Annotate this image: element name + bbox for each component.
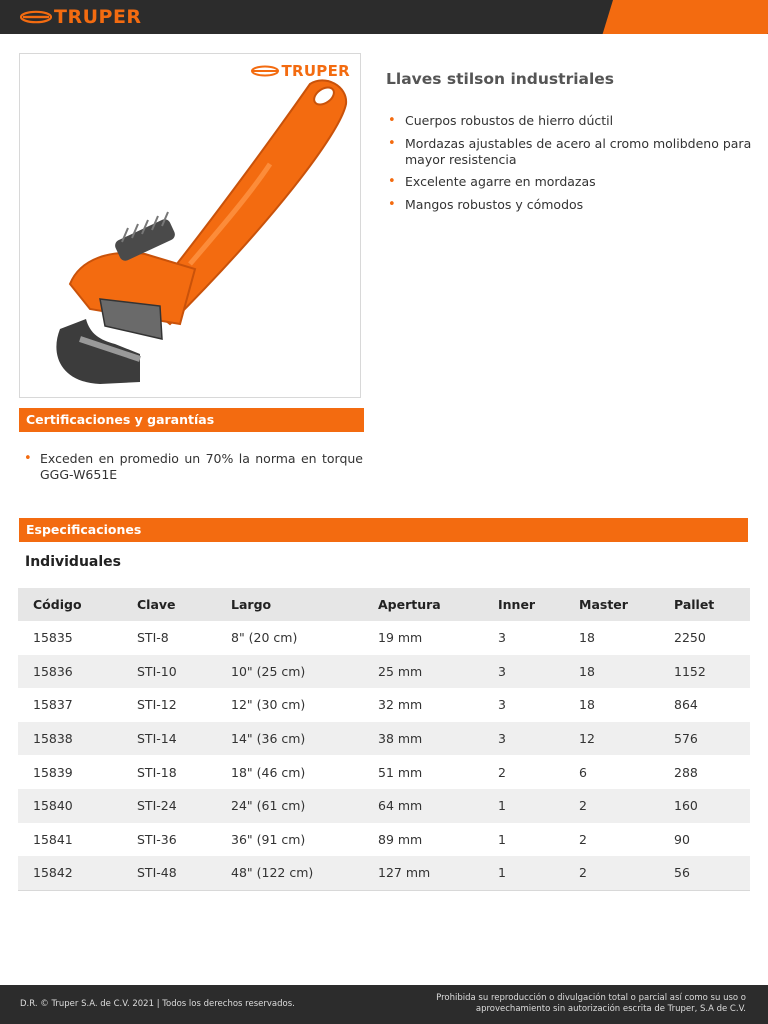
table-cell: 3 (498, 697, 506, 713)
column-header: Clave (137, 588, 231, 621)
table-row (18, 755, 750, 789)
table-cell: 25 mm (378, 655, 498, 689)
table-cell: 18 (579, 655, 674, 689)
legal-notice-line: aprovechamiento sin autorización escrita de Truper, S.A de C.V. (475, 1004, 746, 1014)
table-cell: 90 (674, 831, 690, 847)
truper-logo-mark-icon (20, 10, 52, 24)
column-header: Master (579, 588, 674, 621)
table-row (18, 823, 750, 857)
table-cell: STI-10 (137, 655, 231, 689)
feature-item: • Excelente agarre en mordazas (386, 174, 756, 190)
table-row (18, 789, 750, 823)
feature-item: • Cuerpos robustos de hierro dúctil (386, 113, 756, 129)
table-cell: 15835 (33, 630, 73, 646)
table-cell: 10" (25 cm) (231, 655, 378, 689)
header-accent-stripe (603, 0, 768, 34)
product-title: Llaves stilson industriales (386, 70, 615, 88)
table-cell: 18 (579, 697, 595, 713)
certifications-heading: Certificaciones y garantías (19, 408, 364, 432)
specs-subheading: Individuales (25, 554, 121, 570)
table-cell: STI-48 (137, 856, 231, 890)
feature-item: • Mangos robustos y cómodos (386, 197, 756, 213)
table-cell: 12" (30 cm) (231, 697, 306, 713)
table-cell: 2 (579, 831, 587, 847)
table-cell: 1 (498, 856, 579, 890)
table-cell: 56 (674, 856, 750, 890)
table-row (18, 688, 750, 722)
certifications-list (22, 451, 363, 483)
table-cell: 15840 (18, 789, 137, 823)
table-cell: 36" (91 cm) (231, 831, 306, 847)
table-cell: 6 (579, 764, 587, 780)
table-cell: 288 (674, 764, 698, 780)
table-cell: 127 mm (378, 856, 498, 890)
table-cell: 8" (20 cm) (231, 630, 298, 646)
table-cell: 2 (579, 856, 674, 890)
copyright-text: D.R. © Truper S.A. de C.V. 2021 | Todos los derechos reservados. (20, 999, 295, 1009)
table-cell: 32 mm (378, 697, 423, 713)
table-cell: 576 (674, 722, 750, 756)
image-brand-name: TRUPER (281, 62, 350, 80)
table-cell: 3 (498, 630, 506, 646)
product-image (19, 53, 361, 398)
page-footer (0, 985, 768, 1024)
table-row (18, 655, 750, 689)
table-cell: 51 mm (378, 764, 423, 780)
table-cell: 24" (61 cm) (231, 789, 378, 823)
table-cell: 2 (579, 789, 674, 823)
table-cell: 15839 (33, 764, 73, 780)
table-header-row (18, 588, 750, 621)
table-cell: 18 (579, 630, 595, 646)
table-cell: 15837 (33, 697, 73, 713)
column-header: Inner (498, 588, 579, 621)
table-cell: 15841 (33, 831, 73, 847)
truper-logo (20, 6, 142, 28)
legal-notice (436, 993, 746, 1015)
table-cell: 15842 (18, 856, 137, 890)
certification-item: • Exceden en promedio un 70% la norma en torque GGG-W651E (22, 451, 363, 483)
table-cell: 2 (498, 764, 506, 780)
table-cell: 3 (498, 655, 579, 689)
table-cell: 1152 (674, 655, 750, 689)
table-row (18, 856, 750, 890)
table-cell: 1 (498, 789, 579, 823)
specifications-table (18, 588, 750, 891)
table-cell: 48" (122 cm) (231, 856, 378, 890)
table-cell: STI-12 (137, 697, 177, 713)
table-cell: 12 (579, 722, 674, 756)
table-cell: STI-24 (137, 789, 231, 823)
table-cell: 38 mm (378, 722, 498, 756)
table-cell: 3 (498, 722, 579, 756)
brand-name: TRUPER (54, 6, 142, 28)
table-cell: 18" (46 cm) (231, 764, 306, 780)
column-header: Largo (231, 588, 378, 621)
legal-notice-line: Prohibida su reproducción o divulgación total o parcial así como su uso o (436, 993, 746, 1003)
specifications-heading: Especificaciones (19, 518, 748, 542)
table-cell: 15838 (18, 722, 137, 756)
feature-item: • Mordazas ajustables de acero al cromo molibdeno para mayor resistencia (386, 136, 756, 168)
table-cell: STI-14 (137, 722, 231, 756)
column-header: Código (18, 588, 137, 621)
pipe-wrench-icon (20, 54, 360, 397)
table-cell: STI-36 (137, 831, 177, 847)
table-cell: 14" (36 cm) (231, 722, 378, 756)
table-row (18, 722, 750, 756)
table-cell: STI-18 (137, 764, 177, 780)
table-cell: 15836 (18, 655, 137, 689)
page-header (0, 0, 768, 34)
column-header: Apertura (378, 588, 498, 621)
column-header: Pallet (674, 588, 750, 621)
table-cell: 160 (674, 789, 750, 823)
table-cell: 864 (674, 697, 698, 713)
table-cell: 1 (498, 831, 506, 847)
table-cell: 2250 (674, 630, 706, 646)
table-cell: 64 mm (378, 789, 498, 823)
table-cell: 19 mm (378, 630, 423, 646)
table-cell: 89 mm (378, 831, 423, 847)
table-cell: STI-8 (137, 630, 169, 646)
feature-list (386, 113, 756, 219)
table-row (18, 621, 750, 655)
